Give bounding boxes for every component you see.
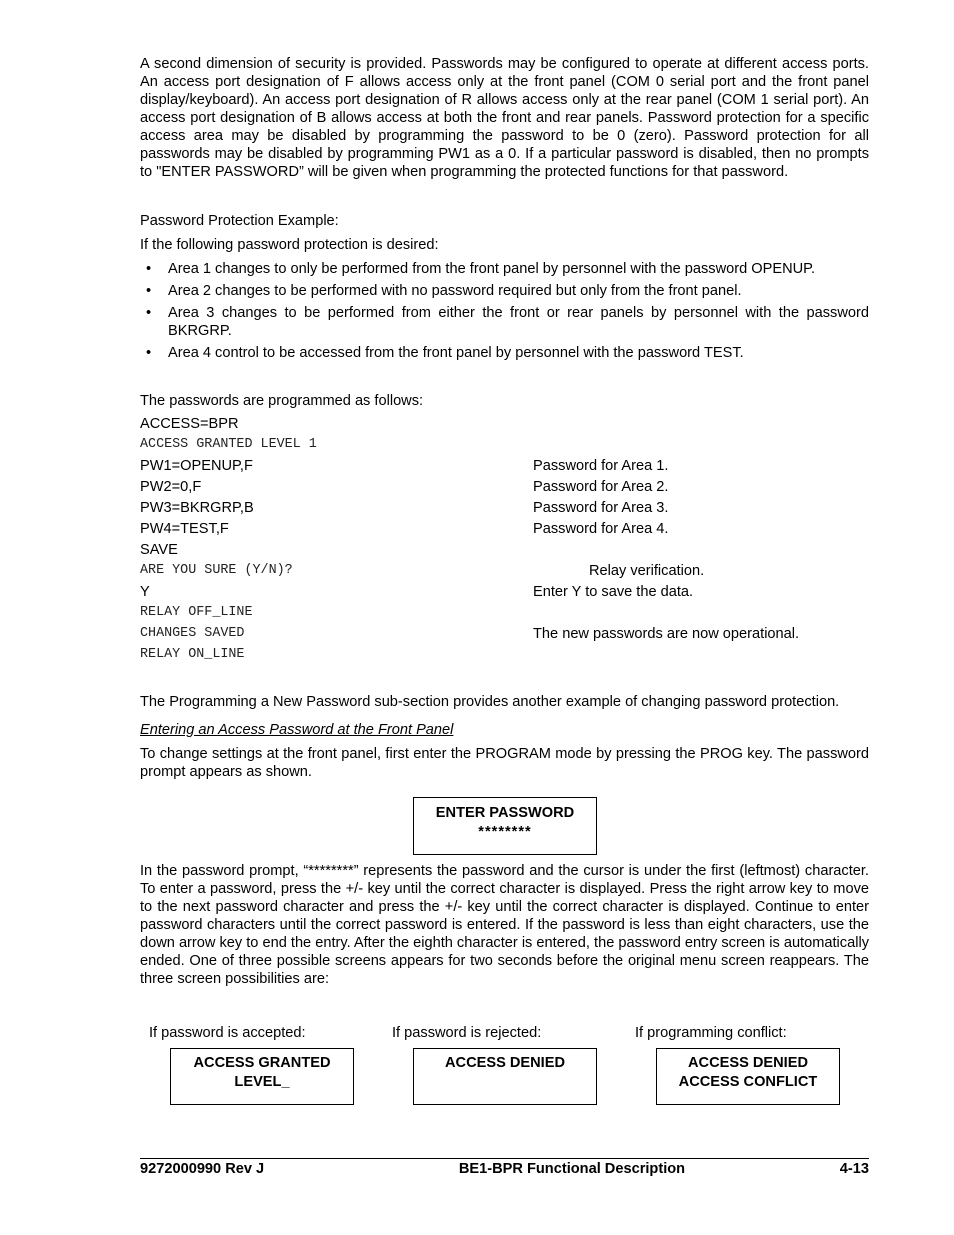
example-heading: Password Protection Example: xyxy=(140,213,339,229)
command-row: ACCESS GRANTED LEVEL 1 xyxy=(140,437,317,452)
command-row: PW4=TEST,F Password for Area 4. xyxy=(140,520,669,537)
list-item: • Area 1 changes to only be performed from the front panel by personnel with the password OPENUP. xyxy=(146,261,816,277)
command-row: Y Enter Y to save the data. xyxy=(140,583,694,600)
section-subheading: Entering an Access Password at the Front Panel xyxy=(140,722,454,738)
command-row: ACCESS=BPR xyxy=(140,415,239,432)
password-prompt-display: ENTER PASSWORD ******** xyxy=(413,797,597,855)
command-listing xyxy=(140,413,869,665)
command-row: ARE YOU SURE (Y/N)? Relay verification. xyxy=(140,562,705,579)
programmed-lead: The passwords are programmed as follows: xyxy=(140,393,424,409)
command-row: CHANGES SAVED The new passwords are now operational. xyxy=(140,625,800,642)
prompt-description: In the password prompt, “********” represents the password and the cursor is under the first (leftmost) character. To enter a password, press the +/- key until the correct character is displayed. Press the right arrow key to move to the next password character and press the +/- key until the correct character is displayed. Continue to enter password characters until the correct password is entered. If the password is less than eight characters, use the down arrow key to end the entry. After the eighth character is entered, the password entry screen is automatically ended. One of three possible screens appears for two seconds before the original menu screen reappears. The three screen possibilities are: xyxy=(140,863,869,987)
bullet-icon: • xyxy=(146,283,152,299)
programming-note: The Programming a New Password sub-section provides another example of changing password protection. xyxy=(140,694,840,710)
command-row: RELAY ON_LINE xyxy=(140,647,245,662)
footer-page-number: 4-13 xyxy=(839,1161,869,1177)
caption-conflict: If programming conflict: xyxy=(635,1025,787,1041)
command-row: RELAY OFF_LINE xyxy=(140,605,253,620)
caption-accepted: If password is accepted: xyxy=(149,1025,306,1041)
requirements-list xyxy=(140,260,869,362)
access-denied-display: ACCESS DENIED xyxy=(413,1048,597,1105)
list-item: • Area 3 changes to be performed from either the front or rear panels by personnel with the password BKRGRP. xyxy=(146,305,869,339)
footer-doc-number: 9272000990 Rev J xyxy=(140,1161,265,1177)
command-row: PW3=BKRGRP,B Password for Area 3. xyxy=(140,499,669,516)
result-screens xyxy=(140,1024,869,1124)
list-item: • Area 2 changes to be performed with no password required but only from the front panel. xyxy=(146,283,742,299)
command-row: PW1=OPENUP,F Password for Area 1. xyxy=(140,457,669,474)
footer-title: BE1-BPR Functional Description xyxy=(458,1161,686,1177)
bullet-icon: • xyxy=(146,345,152,361)
example-lead: If the following password protection is desired: xyxy=(140,237,439,253)
intro-paragraph: A second dimension of security is provided. Passwords may be configured to operate at different access ports. An access port designation of F allows access only at the front panel (COM 0 serial port and the front panel display/keyboard). An access port designation of R allows access only at the rear panel (COM 1 serial port). An access port designation of B allows access at both the front and rear panels. Password protection for a specific access area may be disabled by programming the password to be 0 (zero). Password protection for all passwords may be disabled by programming PW1 as a 0. If a particular password is disabled, then no prompts to "ENTER PASSWORD” will be given when programming the protected functions for that password. xyxy=(140,56,869,180)
front-panel-text: To change settings at the front panel, first enter the PROGRAM mode by pressing the PROG key. The password prompt appears as shown. xyxy=(140,746,869,780)
caption-rejected: If password is rejected: xyxy=(392,1025,542,1041)
access-conflict-display: ACCESS DENIED ACCESS CONFLICT xyxy=(656,1048,840,1105)
command-row: SAVE xyxy=(140,541,178,558)
command-row: PW2=0,F Password for Area 2. xyxy=(140,478,669,495)
bullet-icon: • xyxy=(146,305,152,321)
page-footer xyxy=(140,1158,869,1177)
list-item: • Area 4 control to be accessed from the front panel by personnel with the password TEST. xyxy=(146,345,744,361)
access-granted-display: ACCESS GRANTED LEVEL_ xyxy=(170,1048,354,1105)
bullet-icon: • xyxy=(146,261,152,277)
document-body xyxy=(140,55,869,1124)
